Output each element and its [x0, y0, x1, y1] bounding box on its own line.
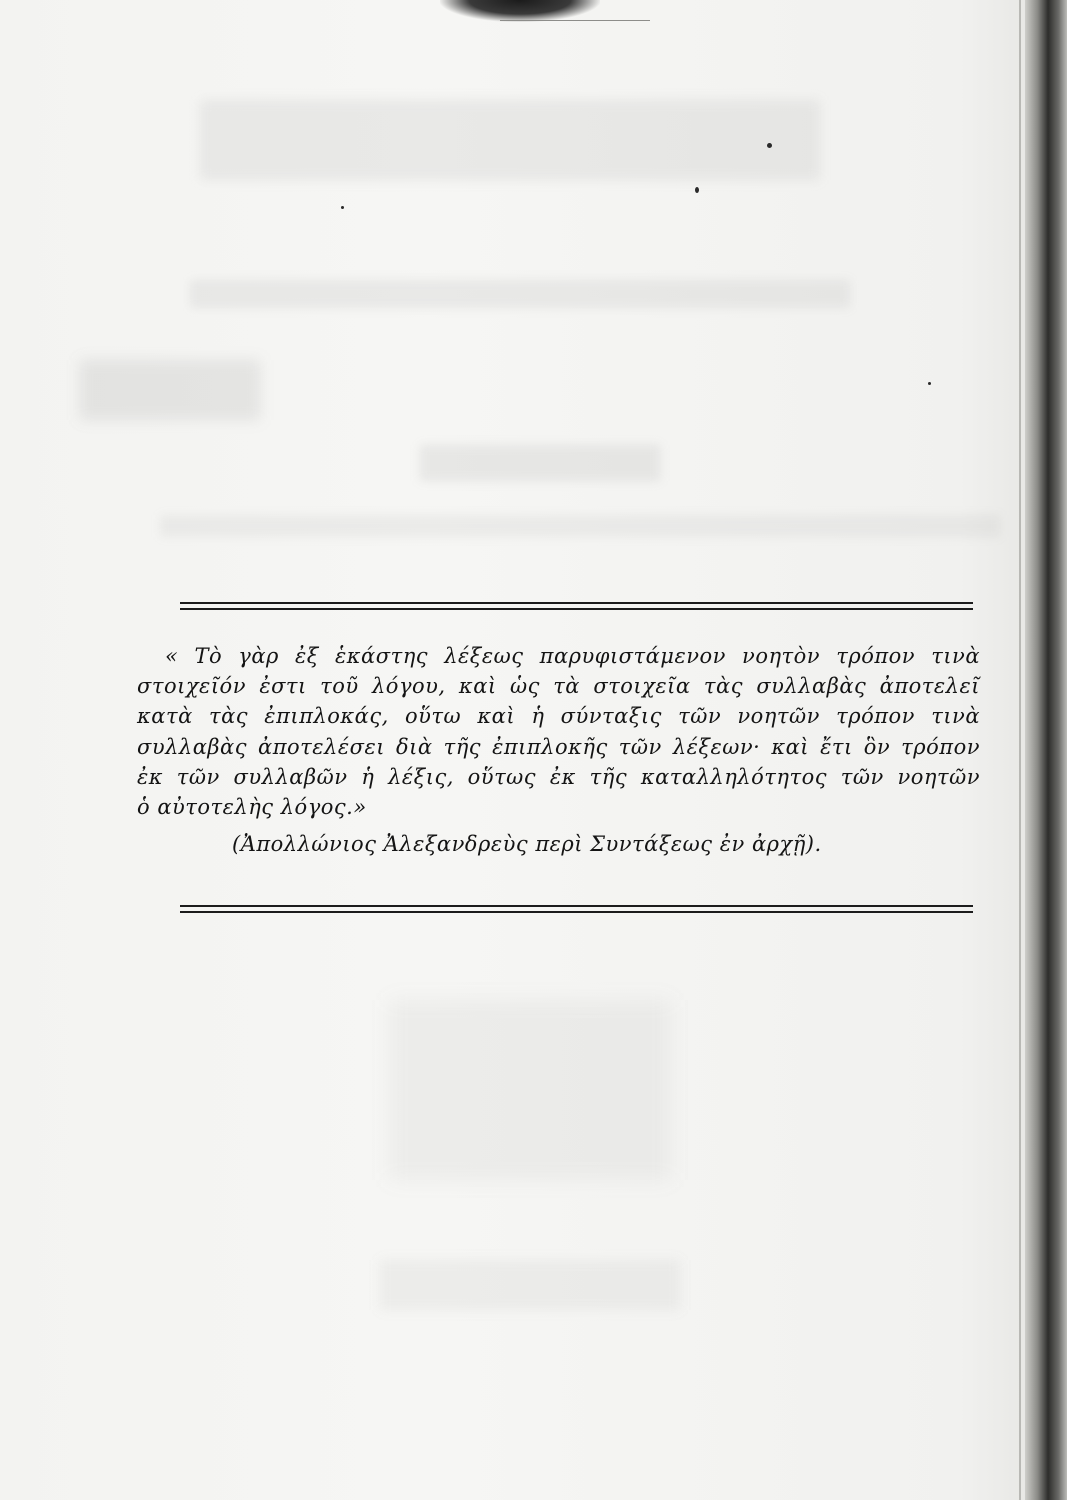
quote-attribution: (Ἀπολλώνιος Ἀλεξανδρεὺς περὶ Συντάξεως ἐν ἀρχῇ).	[232, 832, 822, 856]
quote-line: ὁ αὐτοτελὴς λόγος.»	[137, 795, 367, 820]
quote-block	[137, 641, 980, 822]
top-rule-fragment	[500, 20, 650, 21]
ink-speck	[341, 206, 344, 209]
ink-speck	[767, 143, 772, 148]
double-rule-bottom	[180, 905, 973, 913]
ink-speck	[695, 187, 699, 193]
quote-line: ἐκ τῶν συλλαβῶν ἡ λέξις, οὕτως ἐκ τῆς καταλληλότητος τῶν νοητῶν	[137, 764, 980, 789]
quote-line: « Τὸ γὰρ ἐξ ἑκάστης λέξεως παρυφιστάμενον νοητὸν τρόπον τινὰ	[165, 644, 980, 668]
ink-speck	[928, 382, 931, 385]
binding-edge	[1025, 0, 1067, 1500]
quote-line: συλλαβὰς ἀποτελέσει διὰ τῆς ἐπιπλοκῆς τῶν λέξεων· καὶ ἔτι ὃν τρόπον	[137, 734, 980, 759]
quote-line: κατὰ τὰς ἐπιπλοκάς, οὕτω καὶ ἡ σύνταξις τῶν νοητῶν τρόπον τινὰ	[137, 704, 980, 729]
quote-line: στοιχεῖόν ἐστι τοῦ λόγου, καὶ ὡς τὰ στοιχεῖα τὰς συλλαβὰς ἀποτελεῖ	[137, 674, 980, 699]
binding-line	[1019, 0, 1021, 1500]
torn-ink-blot	[440, 0, 600, 22]
double-rule-top	[180, 602, 973, 610]
